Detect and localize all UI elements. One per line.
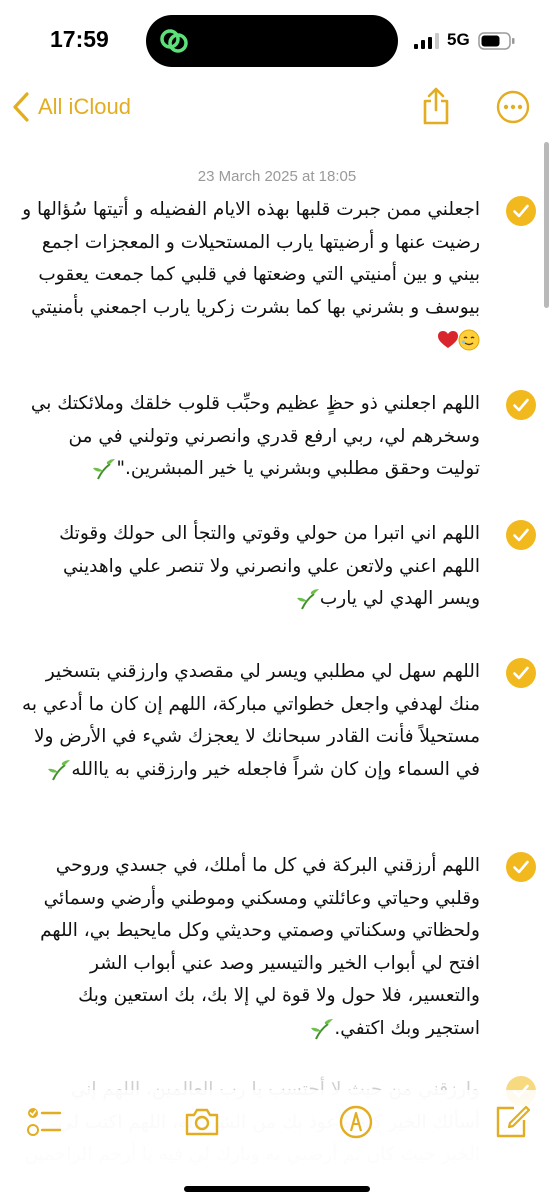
chevron-left-icon (10, 90, 32, 124)
checkmark-icon (513, 860, 529, 874)
checklist-item (20, 850, 536, 1045)
share-icon[interactable] (420, 86, 452, 126)
red-heart-icon (438, 331, 458, 349)
checkbox-checked[interactable] (506, 390, 536, 420)
note-date: 23 March 2025 at 18:05 (197, 168, 357, 185)
back-button[interactable] (10, 90, 131, 124)
network-label: 5G (447, 30, 470, 49)
item-text[interactable]: اللهم اجعلني ذو حظٍ عظيم وحبِّب قلوب خلقك وملائكتك بي وسخرهم لي، ربي ارفع قدري وانصرني وتولني في من توليت وحقق مطلبي وبشرني يا خير المبشرين." (30, 393, 480, 479)
checkmark-icon (513, 528, 529, 542)
checkbox-checked[interactable] (506, 520, 536, 550)
dynamic-island (146, 15, 398, 67)
checkbox-checked[interactable] (506, 196, 536, 226)
checkbox-checked[interactable] (506, 852, 536, 882)
more-options-icon[interactable] (496, 90, 530, 124)
item-text[interactable]: اللهم سهل لي مطلبي ويسر لي مقصدي وارزقني بتسخير منك لهدفي واجعل خطواتي مباركة، اللهم إن كان ما أدعي به مستحيلاً فأنت القادر سبحانك لا يعجزك شيء في الأرض ولا في السماء وإن كان شراً فاجعله خير وارزقني به ياالله (21, 661, 480, 780)
seedling-icon (296, 588, 320, 610)
checklist-item (20, 656, 536, 786)
scroll-indicator[interactable] (544, 142, 549, 308)
checklist-item (20, 194, 536, 357)
seedling-icon (92, 458, 116, 480)
item-text[interactable]: اللهم أرزقني البركة في كل ما أملك، في جسدي وروحي وقلبي وحياتي وعائلتي ومسكني وموطني وأرضي وسمائي ولحظاتي وسكناتي وصمتي وحديثي وكل مايحيط بي، اللهم افتح لي أبواب الخير والتيسير وصد عني أبواب الشر والتعسير، فلا حول ولا قوة لي إلا بك، بك استعين وبك استجير وبك اكتفي. (40, 855, 480, 1039)
camera-icon[interactable] (184, 1104, 220, 1140)
checkmark-icon (513, 398, 529, 412)
checkbox-checked[interactable] (506, 658, 536, 688)
compose-icon[interactable] (494, 1104, 530, 1140)
signal-icon (414, 33, 440, 49)
seedling-icon (47, 759, 71, 781)
status-bar (0, 0, 554, 86)
checklist-item (20, 518, 536, 616)
status-time: 17:59 (50, 26, 109, 52)
checkmark-icon (513, 666, 529, 680)
seedling-icon (310, 1018, 334, 1040)
battery-icon (478, 32, 516, 50)
back-label: All iCloud (38, 94, 131, 119)
link-icon (158, 26, 190, 56)
checklist-icon[interactable] (26, 1104, 62, 1140)
teary-smile-icon (458, 329, 480, 351)
item-text[interactable]: اللهم اني اتبرا من حولي وقوتي والتجأ الى حولك وقوتك اللهم اعني ولاتعن علي وانصرني ولا تنصر علي واهديني ويسر الهدي لي يارب (59, 523, 480, 609)
bottom-toolbar (0, 1090, 554, 1200)
checklist-item (20, 388, 536, 486)
markup-pen-icon[interactable] (338, 1104, 374, 1140)
nav-bar (0, 86, 554, 130)
checkmark-icon (513, 204, 529, 218)
home-indicator[interactable] (184, 1186, 370, 1192)
item-text[interactable]: اجعلني ممن جبرت قلبها بهذه الايام الفضيله و أتيتها سُؤالها و رضيت عنها و أرضيتها يارب المستحيلات و المعجزات اجمع بيني و بين أمنيتي التي وضعتها في قلبي كما جمعت يعقوب بيوسف و بشرني بها كما بشرت زكريا يارب اجمعني بأمنيتي (20, 194, 480, 357)
